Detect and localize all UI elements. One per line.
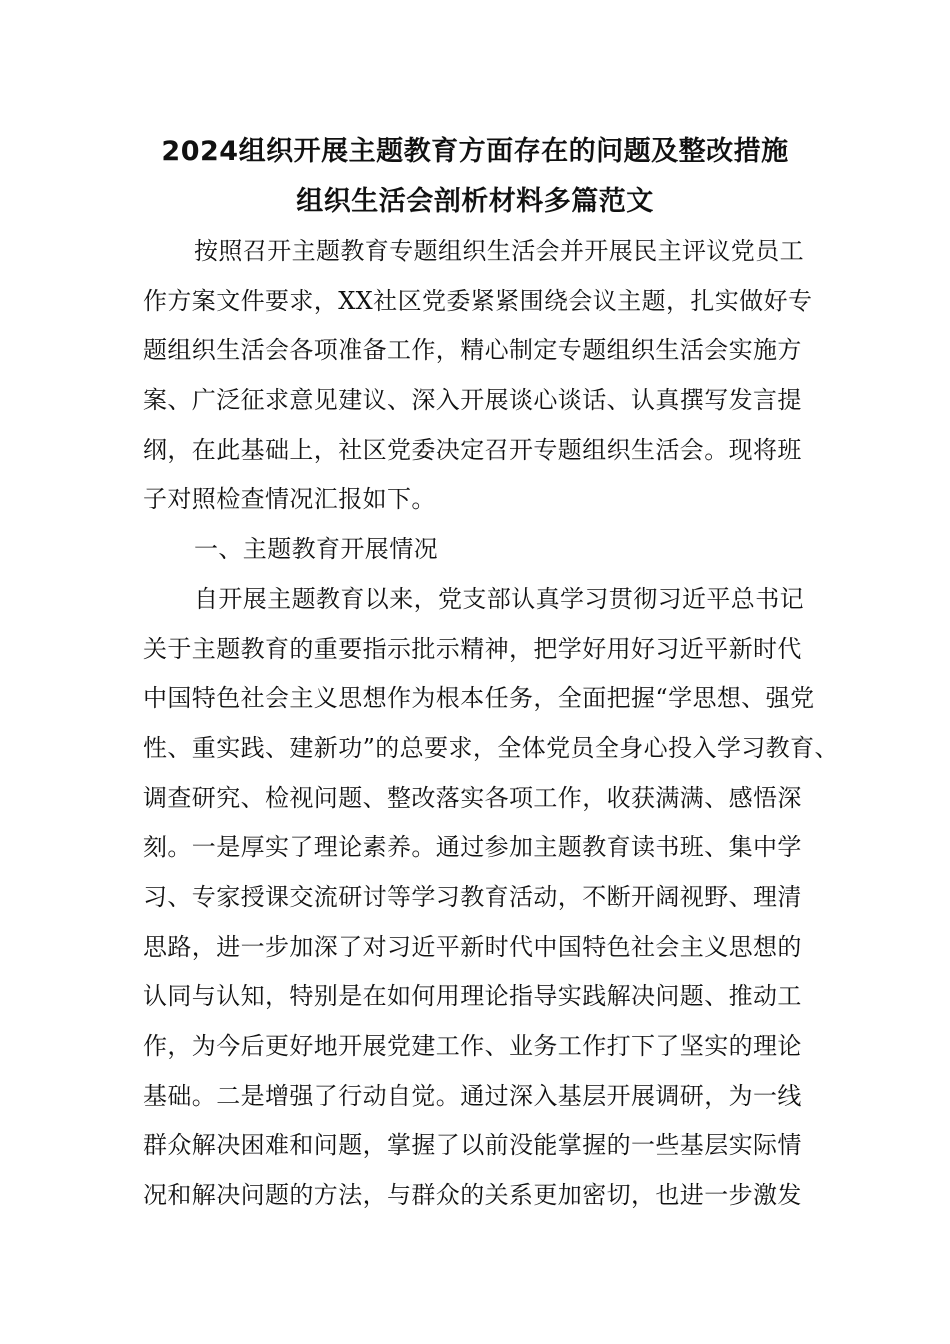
paragraph-line: 基础。二是增强了行动自觉。通过深入基层开展调研，为一线 <box>143 1081 802 1110</box>
paragraph-line: 思路，进一步加深了对习近平新时代中国特色社会主义思想的 <box>143 932 802 961</box>
document-body <box>143 231 839 1225</box>
paragraph-line: 认同与认知，特别是在如何用理论指导实践解决问题、推动工 <box>143 982 802 1011</box>
paragraph-line: 习、专家授课交流研讨等学习教育活动，不断开阔视野、理清 <box>143 882 802 911</box>
paragraph-line: 性、重实践、建新功”的总要求，全体党员全身心投入学习教育、 <box>143 733 839 762</box>
paragraph-line: 况和解决问题的方法，与群众的关系更加密切，也进一步激发 <box>143 1181 802 1210</box>
paragraph-line: 题组织生活会各项准备工作，精心制定专题组织生活会实施方 <box>143 336 802 365</box>
paragraph-line: 群众解决困难和问题，掌握了以前没能掌握的一些基层实际情 <box>143 1131 802 1160</box>
paragraph-line: 按照召开主题教育专题组织生活会并开展民主评议党员工 <box>194 237 804 265</box>
paragraph-line: 自开展主题教育以来，党支部认真学习贯彻习近平总书记 <box>194 584 804 613</box>
document-title-line-2: 组织生活会剖析材料多篇范文 <box>296 186 654 217</box>
paragraph-line: 案、广泛征求意见建议、深入开展谈心谈话、认真撰写发言提 <box>143 386 802 415</box>
paragraph-line: 刻。一是厚实了理论素养。通过参加主题教育读书班、集中学 <box>143 833 802 862</box>
paragraph-line: 纲，在此基础上，社区党委决定召开专题组织生活会。现将班 <box>143 435 802 464</box>
paragraph-line: 作方案文件要求，XX社区党委紧紧围绕会议主题，扎实做好专 <box>143 286 813 315</box>
paragraph-line: 作，为今后更好地开展党建工作、业务工作打下了坚实的理论 <box>143 1032 802 1060</box>
document-title-line-1: 2024组织开展主题教育方面存在的问题及整改措施 <box>161 136 789 167</box>
paragraph-line: 中国特色社会主义思想作为根本任务，全面把握“学思想、强党 <box>143 684 815 713</box>
paragraph-line: 子对照检查情况汇报如下。 <box>143 485 436 514</box>
section-heading: 一、主题教育开展情况 <box>194 535 438 564</box>
paragraph-line: 调查研究、检视问题、整改落实各项工作，收获满满、感悟深 <box>143 783 802 812</box>
paragraph-line: 关于主题教育的重要指示批示精神，把学好用好习近平新时代 <box>143 634 802 663</box>
